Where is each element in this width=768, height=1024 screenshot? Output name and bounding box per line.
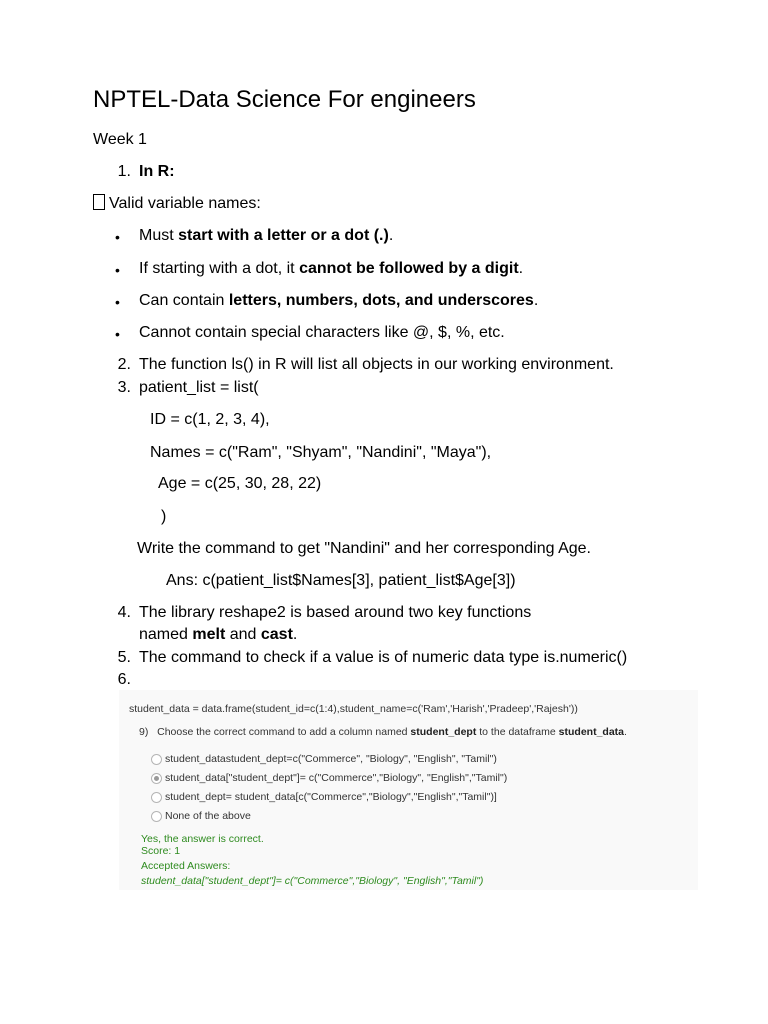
item-number-4: 4. [117,604,131,621]
page-title: NPTEL-Data Science For engineers [93,86,476,113]
missing-glyph-icon [93,194,105,210]
code-line: ID = c(1, 2, 3, 4), [150,411,270,428]
bullet-item: If starting with a dot, it cannot be followed by a digit. [139,260,524,277]
item-1-label: In R: [139,163,175,180]
item-number-1: 1. [117,163,131,180]
quiz-screenshot [119,690,698,890]
item-2-text: The function ls() in R will list all objects in our working environment. [139,356,614,373]
code-line: patient_list = list( [139,379,259,396]
bullet-item: Cannot contain special characters like @, $, %, etc. [139,324,505,341]
radio-option-3[interactable] [151,792,162,803]
item-3-answer: Ans: c(patient_list$Names[3], patient_list$Age[3]) [166,572,516,589]
option-label: student_data["student_dept"]= c("Commerce","Biology", "English","Tamil") [165,772,508,784]
item-4-line2: named melt and cast. [139,626,298,643]
radio-option-4[interactable] [151,811,162,822]
item-number-5: 5. [117,649,131,666]
radio-option-2-selected[interactable] [151,773,162,784]
accepted-answers-label: Accepted Answers: [141,860,231,872]
bullet-dot-icon: • [115,326,120,342]
accepted-answer: student_data["student_dept"]= c("Commerce","Biology", "English","Tamil") [141,875,484,887]
option-label: student_datastudent_dept=c("Commerce", "Biology", "English", "Tamil") [165,753,497,765]
option-label: None of the above [165,810,251,822]
code-line: Names = c("Ram", "Shyam", "Nandini", "Maya"), [150,444,492,461]
code-line: Age = c(25, 30, 28, 22) [158,475,322,492]
radio-option-1[interactable] [151,754,162,765]
bullet-dot-icon: • [115,229,120,245]
feedback-correct: Yes, the answer is correct. [141,833,264,845]
item-number-2: 2. [117,356,131,373]
week-label: Week 1 [93,131,147,148]
option-label: student_dept= student_data[c("Commerce","Biology","English","Tamil")] [165,791,497,803]
code-line: ) [161,508,167,525]
item-number-3: 3. [117,379,131,396]
item-4-line1: The library reshape2 is based around two key functions [139,604,532,621]
quiz-code-line: student_data = data.frame(student_id=c(1:4),student_name=c('Ram','Harish','Pradeep','Rajesh')) [129,703,578,715]
item-5-text: The command to check if a value is of numeric data type is.numeric() [139,649,628,666]
bullet-dot-icon: • [115,262,120,278]
bullet-item: Can contain letters, numbers, dots, and underscores. [139,292,539,309]
score-text: Score: 1 [141,845,181,857]
quiz-question: 9) Choose the correct command to add a column named student_dept to the dataframe student_data. [139,726,627,738]
valid-names-heading: Valid variable names: [93,194,261,214]
item-3-question: Write the command to get "Nandini" and her corresponding Age. [137,540,591,557]
bullet-dot-icon: • [115,294,120,310]
item-number-6: 6. [117,671,131,688]
bullet-item: Must start with a letter or a dot (.). [139,227,394,244]
